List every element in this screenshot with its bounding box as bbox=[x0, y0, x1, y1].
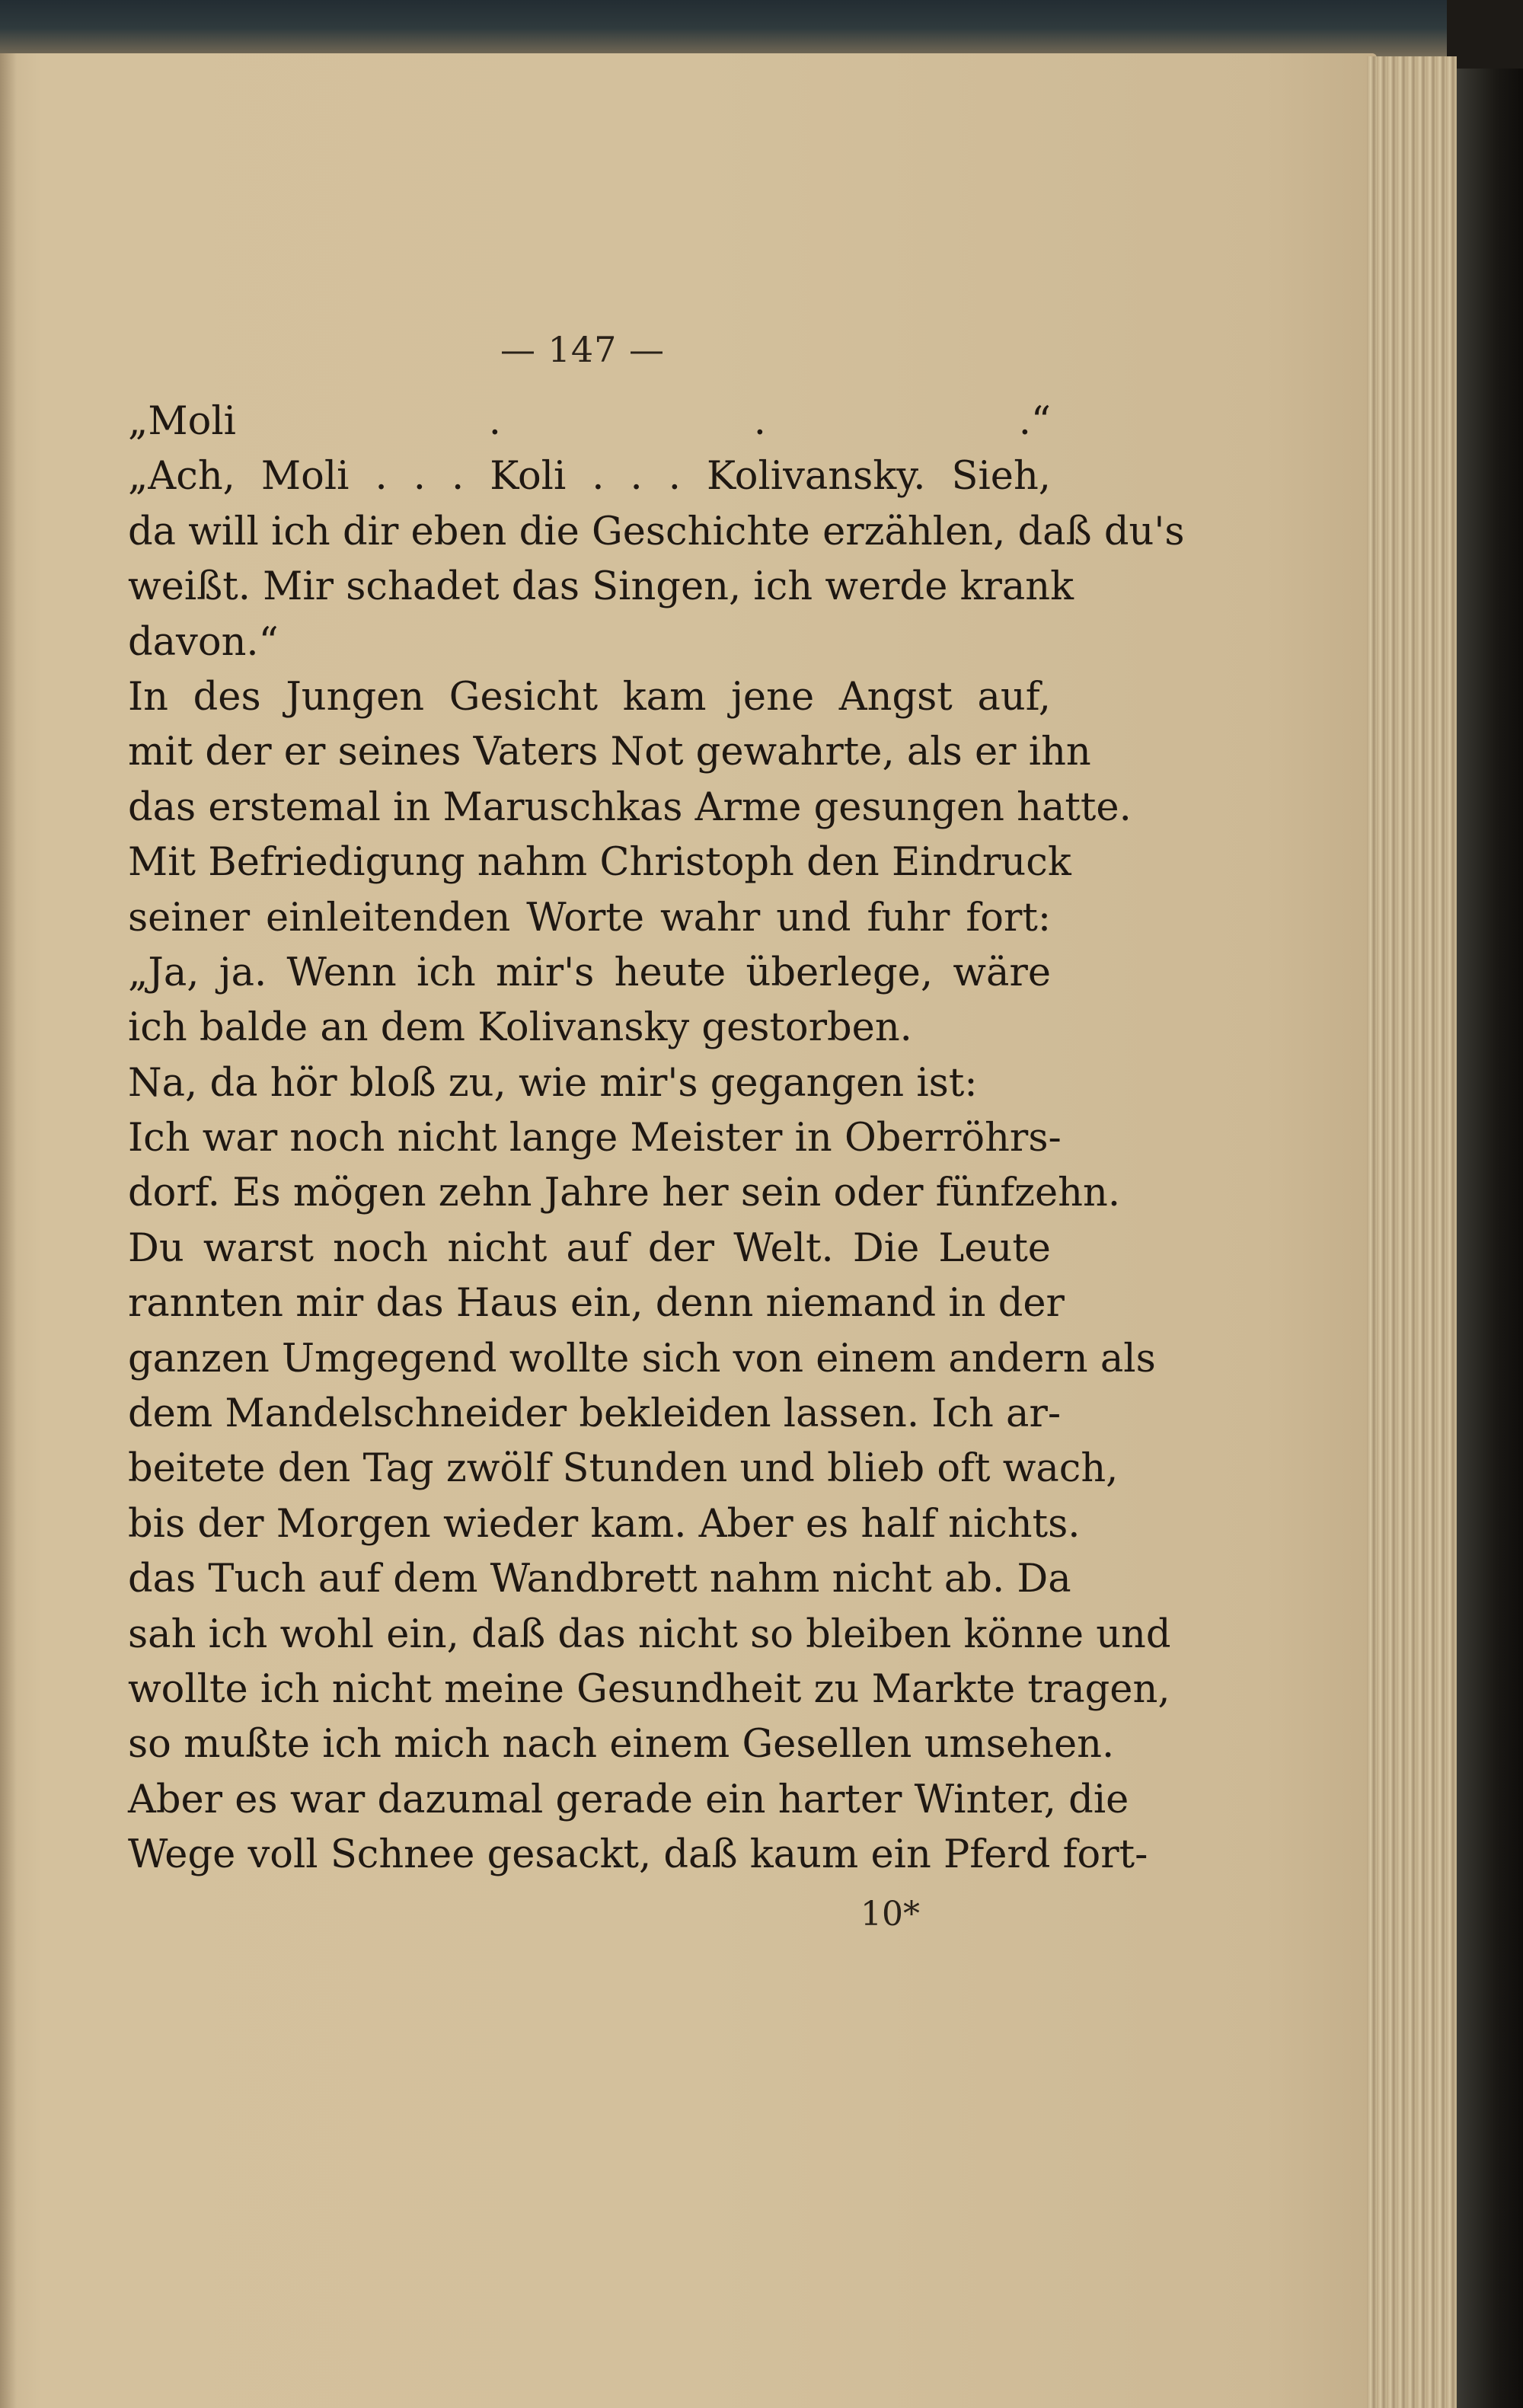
body-text bbox=[128, 394, 1185, 1883]
book-binding-edge bbox=[1457, 69, 1523, 2408]
text-line: da will ich dir eben die Geschichte erzählen, daß du's bbox=[128, 509, 1185, 554]
text-line: Mit Befriedigung nahm Christoph den Eindruck bbox=[128, 840, 1071, 886]
page-shadow bbox=[0, 53, 17, 2408]
text-line: das erstemal in Maruschkas Arme gesungen hatte. bbox=[128, 784, 1132, 830]
signature-mark: 10* bbox=[860, 1895, 920, 1934]
text-line: das Tuch auf dem Wandbrett nahm nicht ab. Da bbox=[128, 1557, 1071, 1602]
text-line: ich balde an dem Kolivansky gestorben. bbox=[128, 1005, 912, 1051]
text-line: sah ich wohl ein, daß das nicht so bleiben könne und bbox=[128, 1611, 1171, 1657]
text-line: wollte ich nicht meine Gesundheit zu Markte tragen, bbox=[128, 1666, 1170, 1712]
text-line: „Ach, Moli . . . Koli . . . Kolivansky. Sieh, bbox=[128, 454, 1051, 500]
text-line: Aber es war dazumal gerade ein harter Winter, die bbox=[128, 1777, 1129, 1822]
text-line: bis der Morgen wieder kam. Aber es half nichts. bbox=[128, 1501, 1081, 1547]
page-number: — 147 — bbox=[500, 329, 666, 370]
text-line: In des Jungen Gesicht kam jene Angst auf, bbox=[128, 674, 1051, 720]
text-line: Na, da hör bloß zu, wie mir's gegangen ist: bbox=[128, 1060, 978, 1106]
text-line: dorf. Es mögen zehn Jahre her sein oder fünfzehn. bbox=[128, 1170, 1121, 1216]
text-line: ganzen Umgegend wollte sich von einem andern als bbox=[128, 1336, 1156, 1381]
page-stack-edge bbox=[1367, 56, 1457, 2408]
text-line: beitete den Tag zwölf Stunden und blieb oft wach, bbox=[128, 1446, 1119, 1492]
text-line: rannten mir das Haus ein, denn niemand in der bbox=[128, 1281, 1065, 1327]
text-line: davon.“ bbox=[128, 619, 279, 665]
text-line: so mußte ich mich nach einem Gesellen umsehen. bbox=[128, 1722, 1115, 1768]
text-line: Wege voll Schnee gesackt, daß kaum ein Pferd fort- bbox=[128, 1832, 1148, 1878]
text-line: dem Mandelschneider bekleiden lassen. Ich ar- bbox=[128, 1391, 1062, 1437]
text-line: „Ja, ja. Wenn ich mir's heute überlege, wäre bbox=[128, 950, 1051, 995]
text-line: „Moli . . .“ bbox=[128, 399, 1051, 444]
text-line: Du warst noch nicht auf der Welt. Die Leute bbox=[128, 1225, 1051, 1271]
text-line: mit der er seines Vaters Not gewahrte, als er ihn bbox=[128, 730, 1091, 775]
text-line: weißt. Mir schadet das Singen, ich werde krank bbox=[128, 564, 1074, 610]
text-line: Ich war noch nicht lange Meister in Oberröhrs- bbox=[128, 1116, 1062, 1161]
text-line: seiner einleitenden Worte wahr und fuhr fort: bbox=[128, 895, 1051, 941]
